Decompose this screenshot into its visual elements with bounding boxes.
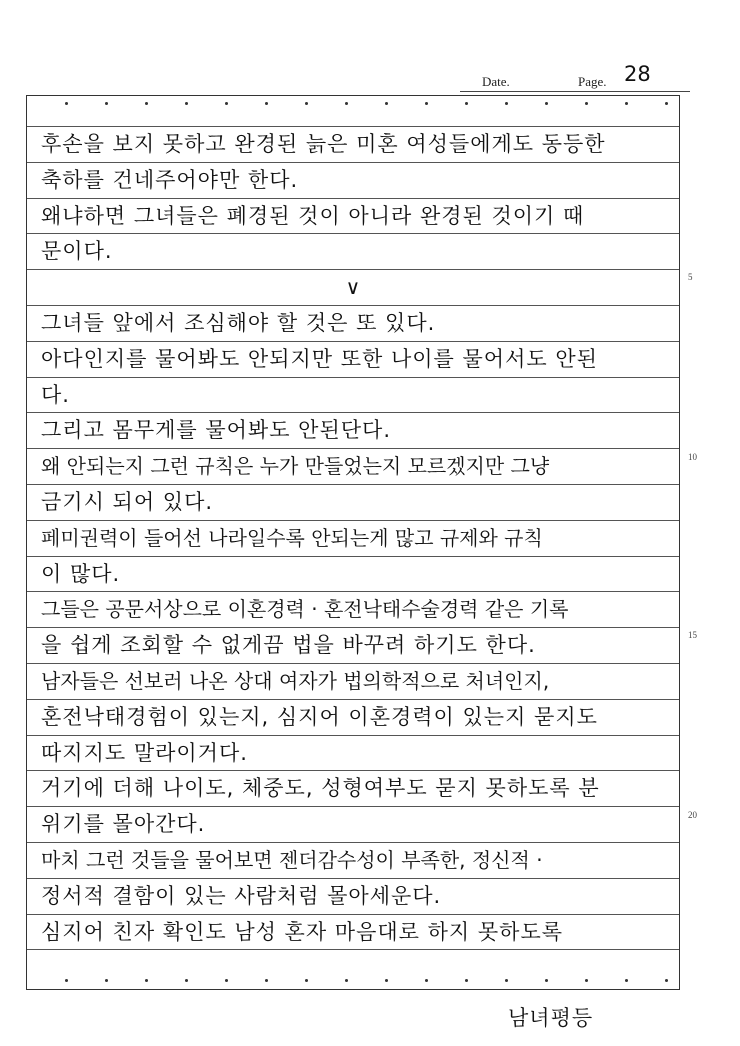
handwritten-line: 마치 그런 것들을 물어보면 젠더감수성이 부족한, 정신적 ·	[41, 848, 543, 872]
guide-dot	[625, 102, 628, 105]
handwritten-line: 을 쉽게 조회할 수 없게끔 법을 바꾸려 하기도 한다.	[41, 633, 536, 658]
handwritten-line: 위기를 몰아간다.	[41, 812, 206, 837]
guide-dot	[665, 102, 668, 105]
guide-dot	[425, 979, 428, 982]
guide-dot	[265, 102, 268, 105]
guide-dot	[345, 102, 348, 105]
handwritten-line: 왜냐하면 그녀들은 폐경된 것이 아니라 완경된 것이기 때	[41, 203, 585, 228]
handwritten-line: 그들은 공문서상으로 이혼경력 · 혼전낙태수술경력 같은 기록	[41, 597, 569, 622]
guide-dot	[505, 102, 508, 105]
page-header	[460, 64, 690, 92]
guide-dot	[145, 979, 148, 982]
handwritten-line: 왜 안되는지 그런 규칙은 누가 만들었는지 모르겠지만 그냥	[41, 454, 550, 479]
handwritten-line: 그리고 몸무게를 물어봐도 안된단다.	[41, 418, 391, 443]
guide-dot	[305, 979, 308, 982]
guide-dot	[465, 102, 468, 105]
guide-dot	[305, 102, 308, 105]
handwritten-line: 아다인지를 물어봐도 안되지만 또한 나이를 물어서도 안된	[41, 346, 598, 371]
margin-number: 15	[688, 630, 697, 640]
guide-dot	[665, 979, 668, 982]
bottom-dot-row	[27, 977, 679, 985]
guide-dot	[505, 979, 508, 982]
handwritten-line: 그녀들 앞에서 조심해야 할 것은 또 있다.	[41, 311, 436, 335]
page-number: 28	[624, 62, 651, 86]
handwritten-line: 심지어 친자 확인도 남성 혼자 마음대로 하지 못하도록	[41, 919, 564, 944]
guide-dot	[425, 102, 428, 105]
ruled-sheet	[26, 95, 680, 990]
handwritten-line: 금기시 되어 있다.	[41, 490, 214, 514]
handwritten-line: 다.	[41, 382, 70, 407]
guide-dot	[585, 979, 588, 982]
handwritten-line: 혼전낙태경험이 있는지, 심지어 이혼경력이 있는지 묻지도	[41, 704, 598, 729]
margin-number: 20	[688, 810, 697, 820]
guide-dot	[265, 979, 268, 982]
guide-dot	[585, 102, 588, 105]
guide-dot	[385, 102, 388, 105]
top-dot-row	[27, 100, 679, 108]
guide-dot	[545, 102, 548, 105]
guide-dot	[225, 979, 228, 982]
date-label: Date.	[482, 74, 510, 89]
margin-number: 5	[688, 272, 693, 282]
handwritten-line: 거기에 더해 나이도, 체중도, 성형여부도 묻지 못하도록 분	[41, 776, 600, 801]
guide-dot	[545, 979, 548, 982]
signature: 남녀평등	[508, 1006, 594, 1030]
guide-dot	[105, 979, 108, 982]
handwritten-line: 축하를 건네주어야만 한다.	[41, 167, 299, 192]
guide-dot	[225, 102, 228, 105]
handwritten-line: 문이다.	[41, 239, 113, 264]
ruled-line	[27, 126, 679, 127]
guide-dot	[465, 979, 468, 982]
handwritten-line: 이 많다.	[41, 561, 121, 586]
handwritten-line: 따지지도 말라이거다.	[41, 740, 248, 765]
header-rule	[460, 91, 690, 92]
margin-number: 10	[688, 452, 697, 462]
handwritten-line: 후손을 보지 못하고 완경된 늙은 미혼 여성들에게도 동등한	[41, 132, 606, 156]
guide-dot	[345, 979, 348, 982]
guide-dot	[185, 102, 188, 105]
guide-dot	[625, 979, 628, 982]
guide-dot	[65, 102, 68, 105]
guide-dot	[385, 979, 388, 982]
handwritten-line: 남자들은 선보러 나온 상대 여자가 법의학적으로 처녀인지,	[41, 669, 550, 693]
guide-dot	[185, 979, 188, 982]
ruled-line	[27, 949, 679, 950]
guide-dot	[65, 979, 68, 982]
handwritten-line: 페미권력이 들어선 나라일수록 안되는게 많고 규제와 규칙	[41, 525, 543, 550]
page-label: Page.	[578, 74, 607, 89]
guide-dot	[145, 102, 148, 105]
insertion-caret: ∨	[345, 275, 361, 300]
handwritten-line: 정서적 결함이 있는 사람처럼 몰아세운다.	[41, 883, 442, 908]
guide-dot	[105, 102, 108, 105]
